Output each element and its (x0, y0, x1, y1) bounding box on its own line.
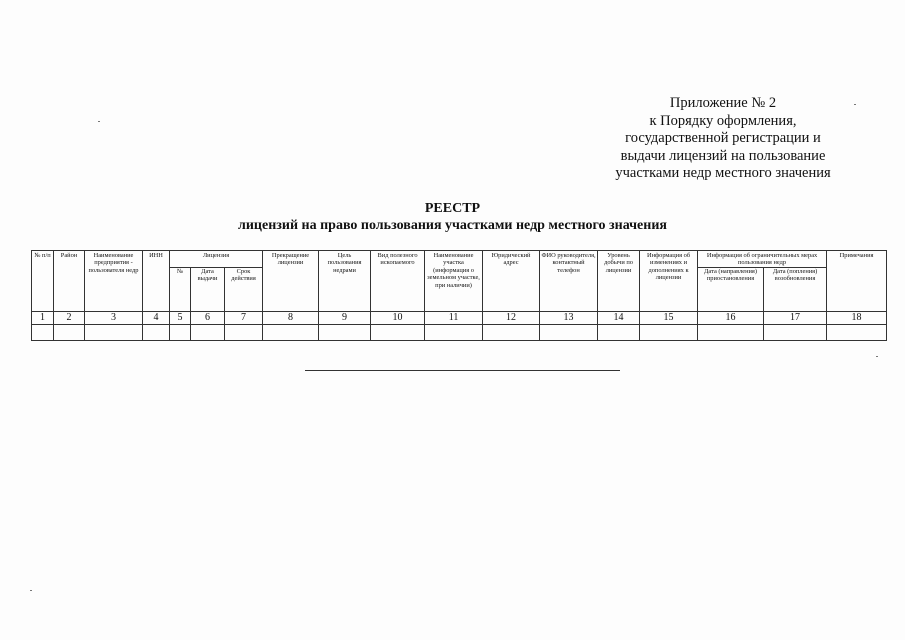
title-registry: РЕЕСТР (424, 201, 481, 216)
column-number: 14 (598, 311, 640, 324)
table-cell (143, 324, 170, 340)
header-suspension-date: Дата (направления) приостановления (698, 267, 764, 311)
column-number: 9 (319, 311, 371, 324)
appendix-line: участками недр местного значения (615, 165, 831, 181)
column-number: 1 (32, 311, 54, 324)
header-notes: Примечания (827, 251, 887, 312)
header-restrictions: Информация об ограничительных мерах пользования недр (698, 251, 827, 268)
appendix-line: государственной регистрации и (625, 130, 821, 146)
column-number: 2 (54, 311, 85, 324)
table-cell (540, 324, 598, 340)
column-number: 13 (540, 311, 598, 324)
column-number: 3 (85, 311, 143, 324)
title-subtitle: лицензий на право пользования участками недр местного значения (238, 218, 667, 233)
header-site: Наименование участка (информация о земельном участке, при наличии) (425, 251, 483, 312)
column-number: 8 (263, 311, 319, 324)
table-cell (191, 324, 225, 340)
header-company: Наименование предприятия - пользователя недр (85, 251, 143, 312)
horizontal-rule (305, 370, 620, 371)
header-production: Уровень добычи по лицензии (598, 251, 640, 312)
scan-speck (30, 590, 32, 591)
table-cell (371, 324, 425, 340)
column-number: 4 (143, 311, 170, 324)
table-cell (640, 324, 698, 340)
header-license: Лицензия (170, 251, 263, 268)
header-mineral: Вид полезного ископаемого (371, 251, 425, 312)
table-cell (827, 324, 887, 340)
appendix-line: выдачи лицензий на пользование (620, 147, 826, 164)
table-row (32, 324, 887, 340)
table-cell (32, 324, 54, 340)
column-number: 7 (225, 311, 263, 324)
table-cell (764, 324, 827, 340)
header-termination: Прекращение лицензии (263, 251, 319, 312)
scan-speck (854, 104, 856, 105)
header-legal-address: Юридический адрес (483, 251, 540, 312)
header-changes: Информация об изменениях и дополнениях к лицензии (640, 251, 698, 312)
column-number: 11 (425, 311, 483, 324)
table-cell (425, 324, 483, 340)
header-resumption-date: Дата (попления) возобновления (764, 267, 827, 311)
column-number: 10 (371, 311, 425, 324)
appendix-line: к Порядку оформления, (649, 112, 797, 129)
table-cell (698, 324, 764, 340)
header-issue-date: Дата выдачи (191, 267, 225, 311)
column-number: 12 (483, 311, 540, 324)
column-numbers-row (32, 311, 887, 324)
column-number: 15 (640, 311, 698, 324)
table-cell (85, 324, 143, 340)
table-cell (263, 324, 319, 340)
table-cell (54, 324, 85, 340)
table-cell (598, 324, 640, 340)
scan-speck (98, 121, 100, 122)
column-number: 5 (170, 311, 191, 324)
column-number: 17 (764, 311, 827, 324)
registry-table (31, 250, 887, 341)
scan-speck (876, 356, 878, 357)
header-license-no: № (170, 267, 191, 311)
header-validity: Срок действия (225, 267, 263, 311)
header-head-contact: ФИО руководителя, контактный телефон (540, 251, 598, 312)
column-number: 16 (698, 311, 764, 324)
table-cell (319, 324, 371, 340)
document-title (0, 200, 905, 234)
column-number: 6 (191, 311, 225, 324)
header-district: Район (54, 251, 85, 312)
header-inn: ИНН (143, 251, 170, 312)
table-cell (483, 324, 540, 340)
table-cell (225, 324, 263, 340)
column-number: 18 (827, 311, 887, 324)
header-num: № п/п (32, 251, 54, 312)
appendix-line: Приложение № 2 (669, 95, 777, 111)
table-cell (170, 324, 191, 340)
header-purpose: Цель пользования недрами (319, 251, 371, 312)
appendix-note (603, 95, 843, 183)
